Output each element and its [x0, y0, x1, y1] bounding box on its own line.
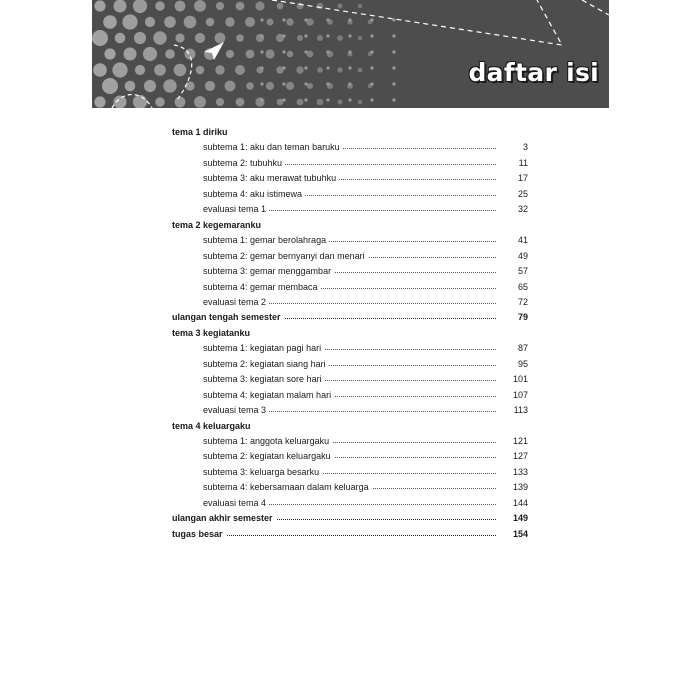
toc-entry-label: evaluasi tema 1: [203, 203, 269, 215]
toc-entry: [203, 435, 528, 447]
toc-entry-label: tema 1 diriku: [172, 126, 231, 138]
toc-page-number: 127: [512, 451, 528, 461]
toc-page-number: 87: [517, 343, 528, 353]
toc-page-number: 41: [517, 235, 528, 245]
toc-entry-label: subtema 3: kegiatan sore hari: [203, 373, 325, 385]
toc-entry-label: evaluasi tema 3: [203, 404, 269, 416]
toc-entry-label: evaluasi tema 4: [203, 497, 269, 509]
toc-theme-heading: [172, 327, 528, 339]
toc-entry-label: subtema 2: kegiatan keluargaku: [203, 450, 334, 462]
toc-entry: [203, 250, 528, 262]
toc-entry-label: subtema 4: kegiatan malam hari: [203, 389, 334, 401]
toc-entry-label: tema 2 kegemaranku: [172, 219, 264, 231]
toc-page-number: 107: [512, 390, 528, 400]
toc-entry: [203, 296, 528, 308]
toc-entry: [203, 358, 528, 370]
toc-entry: [203, 141, 528, 153]
toc-entry: [203, 481, 528, 493]
toc-page-number: 17: [517, 173, 528, 183]
toc-entry-label: subtema 2: kegiatan siang hari: [203, 358, 329, 370]
toc-page-number: 113: [513, 405, 528, 415]
toc-page-number: 154: [512, 529, 528, 539]
toc-entry: [203, 342, 528, 354]
toc-entry: [203, 203, 528, 215]
toc-theme-heading: [172, 219, 528, 231]
toc-page-number: 121: [512, 436, 528, 446]
toc-entry: [203, 172, 528, 184]
toc-page-number: 144: [512, 498, 528, 508]
toc-section-entry: [172, 311, 528, 323]
toc-page-number: 49: [517, 251, 528, 261]
toc-entry: [203, 373, 528, 385]
toc-page-number: 101: [512, 374, 528, 384]
toc-entry-label: tema 3 kegiatanku: [172, 327, 253, 339]
toc-entry-label: ulangan tengah semester: [172, 311, 284, 323]
toc-page-number: 25: [517, 189, 528, 199]
toc-theme-heading: [172, 126, 528, 138]
toc-page-number: 11: [518, 158, 528, 168]
page-title: daftar isi: [468, 58, 599, 87]
toc-entry-label: ulangan akhir semester: [172, 512, 276, 524]
toc-entry: [203, 281, 528, 293]
toc-entry-label: tugas besar: [172, 528, 226, 540]
toc-entry: [203, 389, 528, 401]
toc-page-number: 133: [512, 467, 528, 477]
toc-section-entry: [172, 512, 528, 524]
toc-theme-heading: [172, 420, 528, 432]
toc-page-number: 57: [517, 266, 528, 276]
toc-page-number: 3: [522, 142, 528, 152]
toc-entry-label: subtema 1: gemar berolahraga: [203, 234, 329, 246]
toc-entry: [203, 234, 528, 246]
toc-entry: [203, 466, 528, 478]
toc-entry: [203, 265, 528, 277]
toc-entry-label: subtema 3: gemar menggambar: [203, 265, 334, 277]
toc-entry-label: subtema 2: gemar bernyanyi dan menari: [203, 250, 368, 262]
toc-page-number: 79: [517, 312, 528, 322]
toc-entry-label: tema 4 keluargaku: [172, 420, 254, 432]
toc-page-number: 139: [512, 482, 528, 492]
toc-entry-label: subtema 1: kegiatan pagi hari: [203, 342, 324, 354]
toc-entry-label: evaluasi tema 2: [203, 296, 269, 308]
toc-entry-label: subtema 3: aku merawat tubuhku: [203, 172, 339, 184]
toc-entry: [203, 404, 528, 416]
toc-entry-label: subtema 4: aku istimewa: [203, 188, 305, 200]
toc-entry-label: subtema 4: kebersamaan dalam keluarga: [203, 481, 372, 493]
toc-page-number: 65: [517, 282, 528, 292]
toc-entry: [203, 497, 528, 509]
toc-page-number: 95: [517, 359, 528, 369]
toc-page-number: 149: [512, 513, 528, 523]
toc-page-number: 72: [517, 297, 528, 307]
toc-entry-label: subtema 4: gemar membaca: [203, 281, 321, 293]
toc-entry-label: subtema 1: anggota keluargaku: [203, 435, 332, 447]
toc-entry-label: subtema 3: keluarga besarku: [203, 466, 322, 478]
toc-entry: [203, 188, 528, 200]
toc-entry-label: subtema 1: aku dan teman baruku: [203, 141, 343, 153]
toc-entry-label: subtema 2: tubuhku: [203, 157, 285, 169]
toc-section-entry: [172, 528, 528, 540]
toc-entry: [203, 450, 528, 462]
toc-entry: [203, 157, 528, 169]
toc-page-number: 32: [517, 204, 528, 214]
